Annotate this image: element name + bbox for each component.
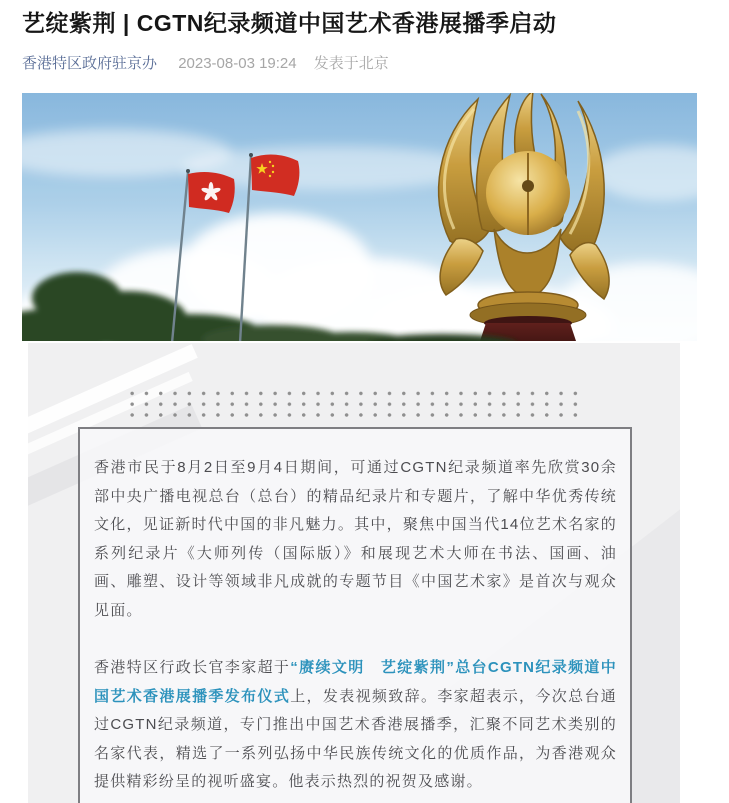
decor-dots-band — [123, 387, 581, 419]
article-text-box — [78, 427, 632, 803]
publish-location: 发表于北京 — [313, 55, 389, 72]
paragraph-1: 香港市民于8月2日至9月4日期间，可通过CGTN纪录频道率先欣赏30余部中央广播电视总台（总台）的精品纪录片和专题片，了解中华优秀传统文化，见证新时代中国的非凡魅力。其中，聚焦中国当代14位艺术名家的系列纪录片《大师列传（国际版）》和展现艺术大师在书法、国画、油画、雕塑、设计等领域非凡成就的专题节目《中国艺术家》是首次与观众见面。 — [94, 459, 617, 619]
publish-datetime: 2023-08-03 19:24 — [178, 55, 297, 72]
hero-photo-golden-bauhinia[interactable] — [22, 93, 697, 341]
p2-suffix: 上，发表视频致辞。李家超表示，今次总台通过CGTN纪录频道，专门推出中国艺术香港展播季，汇聚不同艺术类别的名家代表，精选了一系列弘扬中华民族传统文化的优质作品，为香港观众提供精彩纷呈的视听盛宴。他表示热烈的祝贺及感谢。 — [94, 687, 617, 790]
account-name-link[interactable]: 香港特区政府驻京办 — [22, 55, 158, 72]
byline — [22, 52, 712, 73]
content-panel — [28, 343, 680, 803]
golden-bauhinia-square-illustration — [22, 93, 697, 341]
p2-prefix: 香港特区行政长官李家超于 — [94, 659, 291, 676]
paragraph-2 — [94, 654, 617, 797]
p2-highlight: “赓续文明 艺绽紫荆”总台CGTN纪录频道中国艺术香港展播季发布仪式 — [94, 659, 617, 705]
article-title: 艺绽紫荆 | CGTN纪录频道中国艺术香港展播季启动 — [22, 10, 557, 36]
